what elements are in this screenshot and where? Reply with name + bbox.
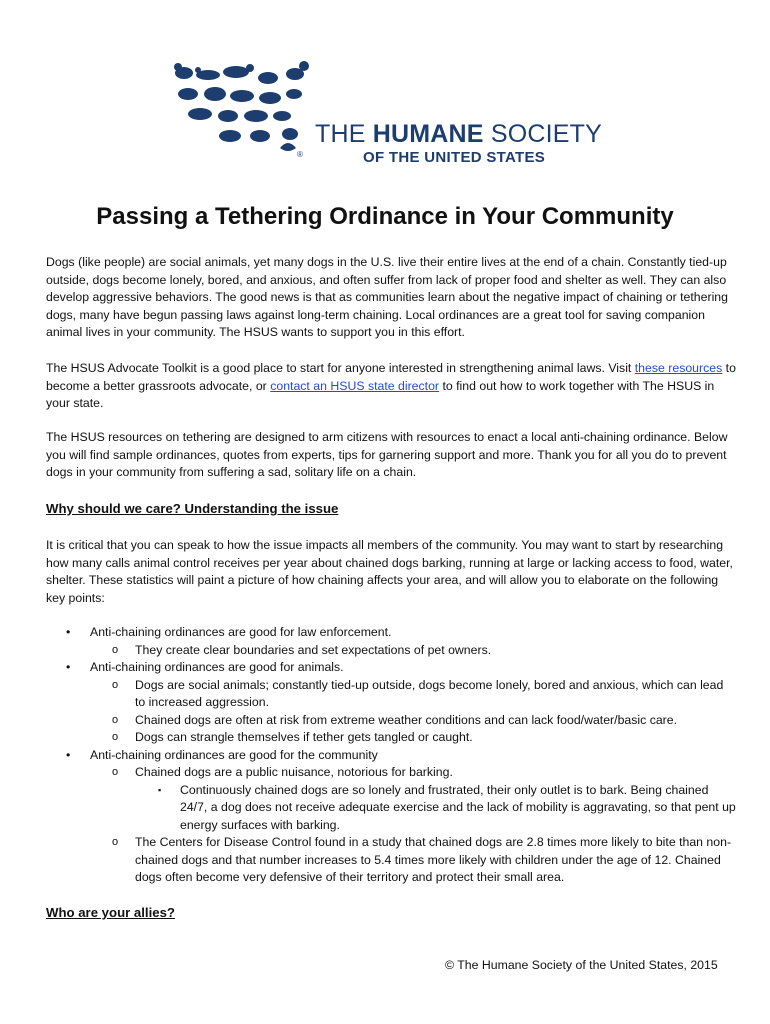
page-title: Passing a Tethering Ordinance in Your Community [96, 203, 674, 230]
these-resources-link[interactable]: these resources [634, 361, 723, 375]
list-item: o Dogs can strangle themselves if tether gets tangled or caught. [112, 730, 473, 744]
copyright-footer: © The Humane Society of the United States, 2015 [445, 958, 718, 972]
bullet-symbol: • [66, 747, 71, 762]
list-item: o Chained dogs are a public nuisance, notorious for barking. ▪ Continuously chained dogs are so lonely and frustrated, their only outlet is to bark. Being chained 24/7, a dog does not receive adequate exercise and the lack of mobility is aggravating, so that pent up energy surfaces with barking. [90, 764, 736, 834]
list-item: o Chained dogs are often at risk from extreme weather conditions and can lack food/water/basic care. [112, 712, 678, 727]
list-item: o Dogs are social animals; constantly tied-up outside, dogs become lonely, bored and anxious, which can lead to increased aggression. [112, 677, 724, 709]
animal-silhouettes-map-icon [170, 58, 330, 158]
intro-paragraph-1: Dogs (like people) are social animals, yet many dogs in the U.S. live their entire lives at the end of a chain. Constantly tied-up outside, dogs become lonely, bored, and anxious, and often suffer from lack of proper food and shelter as well. They can also develop aggressive behaviors. The good news is that as communities learn about the negative impact of chaining or tethering dogs, many have begun passing laws against long-term chaining. Local ordinances are a great tool for saving companion animal lives in your community. The HSUS wants to support you in this effort. [46, 255, 728, 339]
logo-wordmark-line1: THE HUMANE SOCIETY [315, 120, 602, 148]
logo-wordmark-line2: OF THE UNITED STATES [363, 149, 546, 166]
why-care-paragraph: It is critical that you can speak to how the issue impacts all members of the community. You may want to start by researching how many calls animal control receives per year about chained dogs barking, running at large or lacking access to food, water, shelter. These statistics will paint a picture of how chaining affects your area, and will allow you to elaborate on the following key points: [46, 538, 733, 605]
intro-paragraph-2: The HSUS Advocate Toolkit is a good place to start for anyone interested in strengthening animal laws. Visit these resources to become a better grassroots advocate, or contact an HSUS state director to find out how to work together with The HSUS in your state. [46, 361, 736, 410]
list-item: • Anti-chaining ordinances are good for animals. o Dogs are social animals; constantly tied-up outside, dogs become lonely, bored and anxious, which can lead to increased aggression. o Chained dogs are often at risk from extreme weather conditions and can lack food/water/basic care. o Dogs can strangle themselves if tether gets tangled or caught. [46, 659, 736, 747]
contact-state-director-link[interactable]: contact an HSUS state director [270, 378, 440, 393]
allies-heading: Who are your allies? [46, 905, 175, 920]
list-item: ▪ Continuously chained dogs are so lonely and frustrated, their only outlet is to bark. Being chained 24/7, a dog does not receive adequate exercise and the lack of mobility is aggravating, so that pent up energy surfaces with barking. [158, 782, 736, 832]
key-points-list [46, 624, 736, 887]
bullet-symbol: • [66, 660, 71, 674]
intro-paragraph-3: The HSUS resources on tethering are designed to arm citizens with resources to enact a local anti-chaining ordinance. Below you will find sample ordinances, quotes from experts, tips for garnering support and more. Thank you for all you do to prevent dogs in your community from suffering a sad, solitary life on a chain. [46, 430, 728, 479]
registered-mark: ® [297, 150, 303, 159]
list-item: o They create clear boundaries and set expectations of pet owners. [112, 642, 492, 657]
bullet-symbol: • [66, 625, 71, 639]
list-item: • Anti-chaining ordinances are good for law enforcement. o They create clear boundaries and set expectations of pet owners. [46, 624, 736, 659]
list-item: o The Centers for Disease Control found in a study that chained dogs are 2.8 times more likely to bite than non-chained dogs and that number increases to 5.4 times more likely with children under the age of 12. Chained dogs often become very defensive of their territory and protect their small area. [112, 835, 732, 884]
list-item: • Anti-chaining ordinances are good for the community o Chained dogs are a public nuisance, notorious for barking. ▪ Continuously chained dogs are so lonely and frustrated, their only outlet is to bark. Being chained 24/7, a dog does not receive adequate exercise and the lack of mobility is aggravating, so that pent up energy surfaces with barking. o The Centers for Disease Control found in a study that chained dogs are 2.8 times more likely to bite than non-chained dogs and that number increases to 5.4 times more likely with children under the age of 12. Chained dogs often become very defensive of their territory and protect their small area. [46, 747, 736, 887]
why-care-heading: Why should we care? Understanding the issue [46, 501, 339, 516]
